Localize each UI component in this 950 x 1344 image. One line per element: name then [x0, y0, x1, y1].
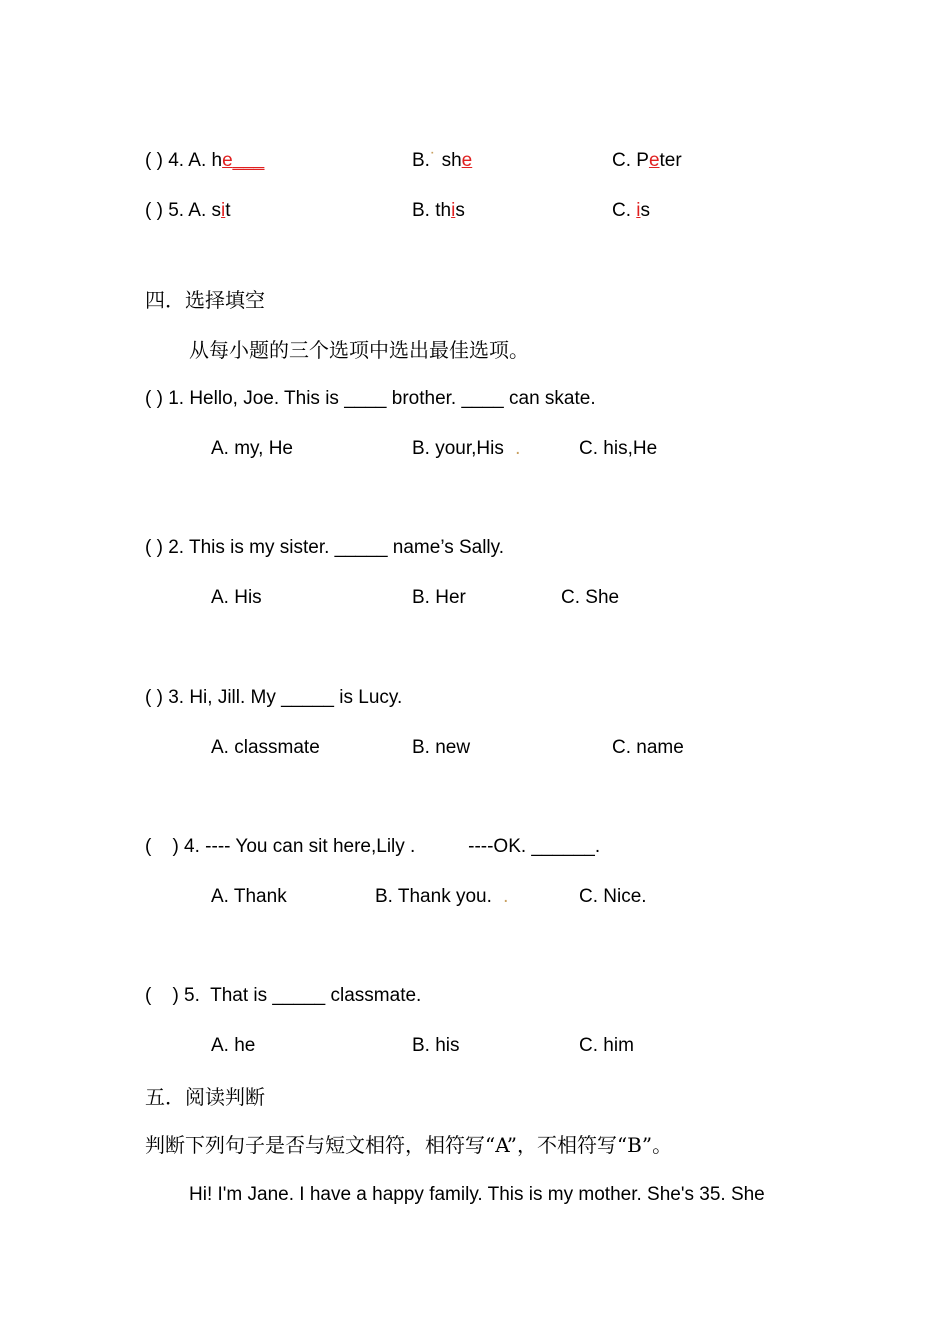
option-a-highlight: e [222, 150, 233, 171]
choice-q2-option-b: B. Her [412, 587, 466, 608]
pronunciation-q4-option-c [612, 149, 682, 173]
option-c-prefix: C. [612, 200, 637, 221]
section5-heading: 五．阅读判断 [145, 1085, 265, 1109]
stray-mark: ˙ [429, 150, 437, 171]
option-a-underline: ___ [232, 150, 265, 171]
answer-paren: ( ) [145, 200, 163, 221]
option-b-word: sh [441, 150, 462, 171]
pronunciation-q4-option-b [412, 149, 472, 173]
choice-q2-option-a: A. His [211, 587, 262, 608]
section4-heading: 四．选择填空 [145, 288, 265, 312]
choice-q4-option-b [375, 885, 508, 909]
choice-q3-option-b: B. new [412, 737, 471, 758]
stray-mark: . [503, 886, 509, 907]
choice-q5-option-c: C. him [579, 1035, 634, 1056]
pronunciation-q5-option-c [612, 199, 650, 223]
choice-q1-option-a: A. my, He [211, 438, 293, 459]
option-a-text: 5. A. s [168, 200, 222, 221]
choice-q3-option-c: C. name [612, 737, 684, 758]
option-b-text: B. Thank you. [375, 886, 492, 907]
pronunciation-q5-option-b [412, 199, 465, 223]
stray-mark: . [515, 438, 521, 459]
option-b-text: B. your,His [412, 438, 504, 459]
option-c-highlight: i [636, 200, 641, 221]
choice-q1-stem: ( ) 1. Hello, Joe. This is ____ brother. ____ can skate. [145, 388, 596, 409]
choice-q3-option-a: A. classmate [211, 737, 320, 758]
section4-instruction: 从每小题的三个选项中选出最佳选项。 [189, 338, 529, 362]
option-b-tail: s [455, 200, 465, 221]
choice-q4-option-a: A. Thank [211, 886, 287, 907]
section5-instruction: 判断下列句子是否与短文相符，相符写“A”，不相符写“B”。 [145, 1133, 673, 1157]
option-b-highlight: i [451, 200, 456, 221]
choice-q5-option-a: A. he [211, 1035, 256, 1056]
choice-q5-option-b: B. his [412, 1035, 460, 1056]
option-a-highlight: i [221, 200, 226, 221]
option-a-tail: t [225, 200, 231, 221]
choice-q2-stem: ( ) 2. This is my sister. _____ name’s Sally. [145, 537, 505, 558]
choice-q4-option-c: C. Nice. [579, 886, 647, 907]
choice-q3-stem: ( ) 3. Hi, Jill. My _____ is Lucy. [145, 687, 403, 708]
option-c-tail: s [640, 200, 651, 221]
option-c-highlight: e [648, 150, 660, 171]
option-a-text: 4. A. h [168, 150, 223, 171]
option-b-prefix: B. th [412, 200, 452, 221]
choice-q2-option-c: C. She [561, 587, 620, 608]
option-c-prefix: C. P [612, 150, 649, 171]
answer-paren: ( ) [145, 150, 163, 171]
pronunciation-q4-stem [145, 149, 264, 173]
choice-q4-stem: ( ) 4. ---- You can sit here,Lily . ----OK. ______. [145, 836, 601, 857]
option-c-tail: ter [659, 150, 682, 171]
choice-q5-stem: ( ) 5. That is _____ classmate. [145, 985, 422, 1006]
option-b-prefix: B. [412, 150, 430, 171]
choice-q1-option-b [412, 437, 520, 461]
pronunciation-q5-stem [145, 199, 231, 223]
reading-passage-line: Hi! I'm Jane. I have a happy family. This is my mother. She's 35. She [189, 1184, 765, 1205]
option-b-highlight: e [461, 150, 473, 171]
choice-q1-option-c: C. his,He [579, 438, 658, 459]
